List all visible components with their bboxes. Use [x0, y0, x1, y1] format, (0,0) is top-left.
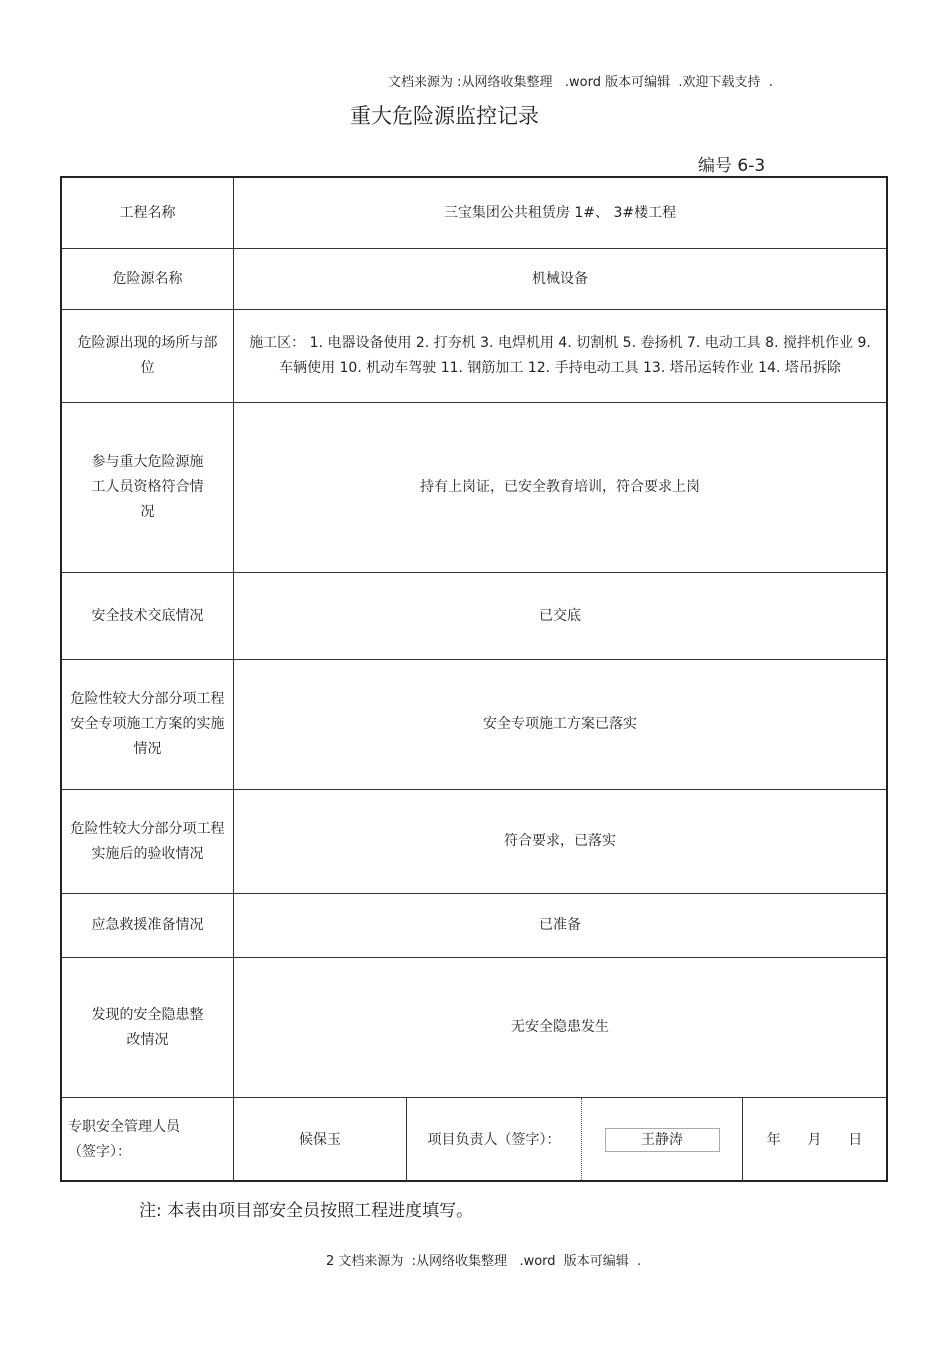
row-label: 参与重大危险源施工人员资格符合情况: [62, 403, 234, 572]
row-value: 施工区： 1. 电器设备使用 2. 打夯机 3. 电焊机用 4. 切割机 5. 卷扬机 7. 电动工具 8. 搅拌机作业 9. 车辆使用 10. 机动车驾驶 11. 钢筋加工 12. 手持电动工具 13. 塔吊运转作业 14. 塔吊拆除: [249, 335, 871, 376]
row-value: 符合要求，已落实: [504, 833, 616, 849]
table-row: [62, 790, 886, 894]
table-row: [62, 894, 886, 958]
table-row: [62, 403, 886, 573]
document-number: 编号 6-3: [698, 156, 766, 176]
signature-row: [62, 1098, 886, 1182]
row-value: 持有上岗证，已安全教育培训，符合要求上岗: [420, 479, 700, 495]
row-label: 安全技术交底情况: [62, 573, 234, 659]
row-label: 发现的安全隐患整改情况: [62, 958, 234, 1097]
row-label: 危险性较大分部分项工程实施后的验收情况: [62, 790, 234, 893]
row-value: 无安全隐患发生: [511, 1019, 609, 1035]
row-label: 危险源出现的场所与部位: [62, 310, 234, 402]
safety-officer-label: 专职安全管理人员（签字）：: [62, 1098, 234, 1182]
project-manager-cell: [582, 1098, 743, 1182]
safety-officer-name: 候保玉: [234, 1098, 407, 1182]
table-row: [62, 178, 886, 249]
footer-note: 2 文档来源为 :从网络收集整理 .word 版本可编辑 .: [326, 1254, 642, 1269]
project-manager-name: 王静涛: [605, 1128, 720, 1152]
row-label: 危险源名称: [62, 249, 234, 309]
header-note: 文档来源为 :从网络收集整理 .word 版本可编辑 .欢迎下载支持 .: [388, 75, 773, 90]
row-value: 已准备: [539, 917, 581, 933]
row-value: 已交底: [539, 607, 581, 624]
row-label: 工程名称: [62, 178, 234, 248]
table-row: [62, 660, 886, 790]
row-value: 机械设备: [532, 270, 588, 287]
table-row: [62, 958, 886, 1098]
table-row: [62, 249, 886, 310]
project-manager-label: 项目负责人（签字）：: [407, 1098, 582, 1182]
row-value: 安全专项施工方案已落实: [483, 716, 637, 732]
footnote: 注: 本表由项目部安全员按照工程进度填写。: [139, 1201, 474, 1221]
page-title: 重大危险源监控记录: [350, 104, 539, 128]
record-table: [60, 176, 888, 1182]
row-label: 应急救援准备情况: [62, 894, 234, 957]
row-label: 危险性较大分部分项工程安全专项施工方案的实施情况: [62, 660, 234, 789]
row-value: 三宝集团公共租赁房 1#、 3#楼工程: [443, 204, 677, 221]
table-row: [62, 310, 886, 403]
table-row: [62, 573, 886, 660]
signature-date: 年 月 日: [766, 1131, 863, 1148]
